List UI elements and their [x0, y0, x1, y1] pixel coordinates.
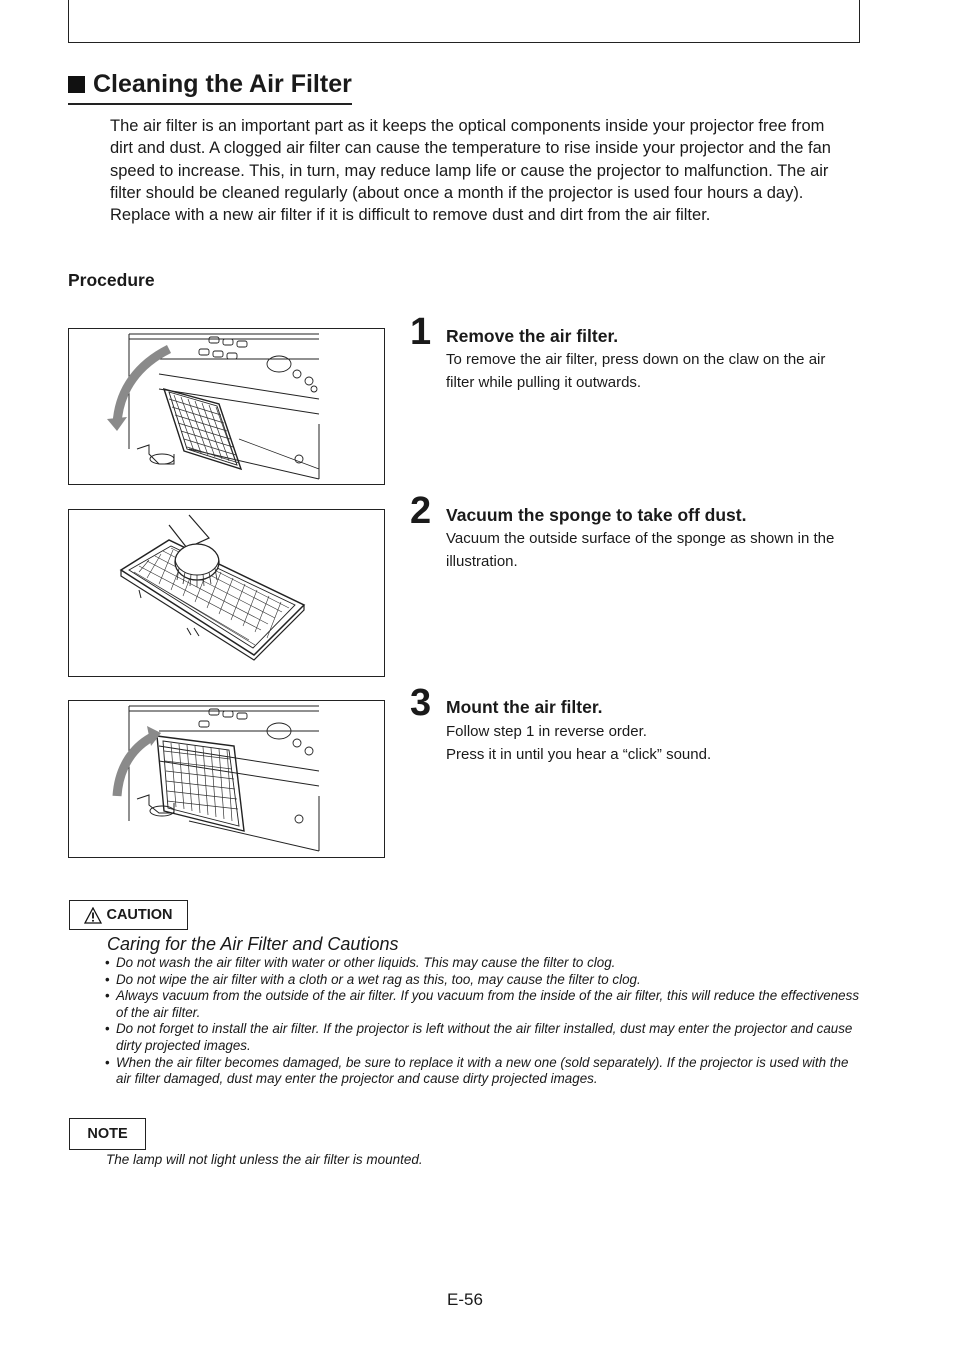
step-text-line: To remove the air filter, press down on the claw on the air filter while pulling it outwards. — [446, 351, 826, 391]
figure-remove-filter — [68, 328, 385, 485]
header-frame — [68, 0, 860, 43]
list-item: • Do not forget to install the air filter. If the projector is left without the air filter installed, dust may enter the projector and cause dirty projected images. — [104, 1021, 864, 1054]
list-item: • Do not wipe the air filter with a cloth or a wet rag as this, too, may cause the filter to clog. — [104, 972, 864, 989]
square-bullet-icon — [68, 76, 85, 93]
section-title — [68, 70, 352, 105]
step-number: 2 — [410, 490, 432, 532]
section-title-text: Cleaning the Air Filter — [93, 70, 352, 98]
step-title: Mount the air filter. — [446, 697, 603, 717]
step-text — [446, 721, 856, 766]
step-text-line: Vacuum the outside surface of the sponge as shown in the illustration. — [446, 530, 835, 570]
step-title: Vacuum the sponge to take off dust. — [446, 505, 747, 525]
list-item: • When the air filter becomes damaged, be sure to replace it with a new one (sold separately). If the projector is used with the air filter damaged, dust may enter the projector and cause dirty projected images. — [104, 1055, 864, 1088]
step-title: Remove the air filter. — [446, 326, 619, 346]
note-text: The lamp will not light unless the air filter is mounted. — [106, 1152, 423, 1167]
step-text-line: Press it in until you hear a “click” sound. — [446, 745, 712, 763]
list-item: • Do not wash the air filter with water or other liquids. This may cause the filter to clog. — [104, 955, 864, 972]
arrow-up-icon — [117, 736, 154, 796]
projector-remove-illustration — [69, 329, 384, 484]
step-text — [446, 349, 856, 394]
caution-label — [69, 900, 188, 930]
step-number: 1 — [410, 311, 432, 353]
figure-mount-filter — [68, 700, 385, 858]
warning-triangle-icon — [84, 907, 102, 924]
list-item: • Always vacuum from the outside of the air filter. If you vacuum from the inside of the air filter, this will reduce the effectiveness of the air filter. — [104, 988, 864, 1021]
caution-label-text: CAUTION — [106, 907, 173, 923]
step-number: 3 — [410, 682, 432, 724]
caution-heading: Caring for the Air Filter and Cautions — [107, 934, 399, 954]
intro-text — [110, 115, 850, 226]
page-number: E-56 — [447, 1290, 483, 1309]
figure-vacuum-filter — [68, 509, 385, 677]
intro-paragraph: Replace with a new air filter if it is difficult to remove dust and dirt from the air filter. — [110, 206, 711, 225]
caution-list — [104, 955, 864, 1088]
procedure-heading: Procedure — [68, 270, 155, 290]
intro-paragraph: The air filter is an important part as it keeps the optical components inside your projector free from dirt and dust. A clogged air filter can cause the temperature to rise inside your projector and the fan speed to increase. This, in turn, may reduce lamp life or cause the projector to malfunction. The air filter should be cleaned regularly (about once a month if the projector is used four hours a day). — [110, 117, 831, 202]
note-label: NOTE — [69, 1118, 146, 1150]
step-text — [446, 528, 856, 573]
vacuum-illustration — [69, 510, 384, 676]
step-text-line: Follow step 1 in reverse order. — [446, 723, 647, 740]
arrow-down-icon — [117, 349, 169, 424]
projector-mount-illustration — [69, 701, 384, 857]
